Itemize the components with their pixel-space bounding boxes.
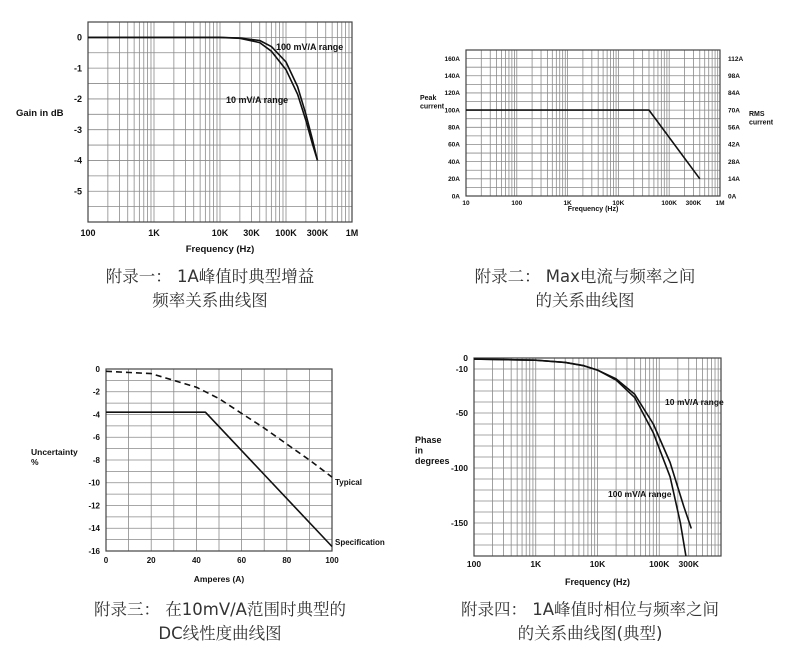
x-tick-label: 100 <box>511 200 523 207</box>
x-tick-label: 30K <box>243 228 260 238</box>
y-axis-label: Peak current <box>420 95 445 111</box>
x-tick-label: 1M <box>715 200 725 207</box>
y-axis-label: Phase in degrees <box>415 435 450 466</box>
plot-frame <box>466 50 720 196</box>
x-axis-label: Frequency (Hz) <box>185 244 255 255</box>
y-tick-label: 100A <box>444 107 460 115</box>
caption-line-2: DC线性度曲线图 <box>158 624 282 643</box>
x-axis-label: Frequency (Hz) <box>564 577 631 587</box>
x-tick-label: 1K <box>563 200 572 207</box>
x-tick-label: 0 <box>103 556 109 565</box>
y-tick-label: -4 <box>73 155 82 166</box>
y-tick-label: 80A <box>448 124 460 132</box>
caption-appendix-2 <box>430 265 740 313</box>
y-tick-label: -1 <box>73 63 82 74</box>
gain-chart <box>16 22 358 255</box>
y-tick-label: -2 <box>92 387 100 397</box>
y-tick-label: 160A <box>444 55 460 63</box>
x-tick-label: 100 <box>80 228 96 238</box>
y2-axis-label: RMS current <box>749 111 774 127</box>
x-tick-label: 40 <box>191 556 201 565</box>
x-tick-label: 1M <box>345 228 359 238</box>
caption-line-2: 的关系曲线图 <box>535 291 635 310</box>
series-label: Specification <box>335 538 385 547</box>
y-tick-label: -4 <box>92 410 100 420</box>
grid <box>466 50 720 196</box>
series-label: 100 mV/A range <box>276 42 344 52</box>
x-tick-label: 10K <box>211 228 229 238</box>
y2-tick-label: 56A <box>728 124 740 132</box>
y-tick-label: -16 <box>88 546 100 556</box>
x-tick-label: 300K <box>678 559 699 569</box>
y-tick-label: 0 <box>95 364 100 374</box>
y-axis-label: Gain in dB <box>16 108 64 119</box>
y-tick-label: -150 <box>450 517 468 528</box>
x-tick-label: 10K <box>589 559 606 569</box>
grid <box>474 358 721 556</box>
x-tick-label: 1K <box>530 559 542 569</box>
y-tick-label: 0 <box>463 352 468 363</box>
x-tick-label: 10K <box>612 200 625 207</box>
y2-tick-label: 28A <box>728 158 740 166</box>
caption-appendix-1 <box>60 265 360 313</box>
y-tick-label: -6 <box>92 433 100 443</box>
series-label: 100 mV/A range <box>608 489 672 499</box>
y-tick-label: -3 <box>73 124 82 135</box>
y-tick-label: -100 <box>450 462 468 473</box>
grid <box>106 369 332 551</box>
x-tick-label: 100 <box>325 556 339 565</box>
y2-tick-label: 98A <box>728 73 740 81</box>
y2-tick-label: 14A <box>728 176 740 184</box>
series-label: 10 mV/A range <box>665 397 724 407</box>
x-tick-label: 300K <box>685 200 702 207</box>
x-tick-label: 100K <box>275 228 297 238</box>
y-tick-label: -14 <box>88 524 100 534</box>
x-tick-label: 1K <box>148 228 160 238</box>
series-line-0 <box>474 359 691 528</box>
x-tick-label: 100K <box>649 559 670 569</box>
y-tick-label: 0A <box>451 193 460 201</box>
y-tick-label: 140A <box>444 73 460 81</box>
caption-line-1: 附录一： 1A峰值时典型增益 <box>105 267 315 286</box>
y-tick-label: 40A <box>448 158 460 166</box>
y2-tick-label: 42A <box>728 141 740 149</box>
y-tick-label: 20A <box>448 176 460 184</box>
y-tick-label: -10 <box>455 363 468 374</box>
y-tick-label: 120A <box>444 90 460 98</box>
x-tick-label: 60 <box>237 556 247 565</box>
x-axis-label: Frequency (Hz) <box>567 206 619 213</box>
x-tick-label: 100 <box>466 559 482 569</box>
x-axis-label: Amperes (A) <box>193 574 245 584</box>
grid <box>88 22 352 222</box>
y-tick-label: -12 <box>88 501 100 511</box>
series-line-1 <box>474 359 686 556</box>
y2-tick-label: 70A <box>728 107 740 115</box>
caption-appendix-3 <box>55 598 385 646</box>
caption-line-1: 附录三： 在10mV/A范围时典型的 <box>94 600 346 619</box>
series-label: 10 mV/A range <box>226 95 289 105</box>
series-label: Typical <box>335 478 362 487</box>
y-tick-label: -8 <box>92 455 100 465</box>
y2-tick-label: 112A <box>728 55 744 63</box>
x-tick-label: 300K <box>306 228 329 238</box>
y-tick-label: -50 <box>455 407 468 418</box>
y-tick-label: -10 <box>88 478 100 488</box>
dc-linearity-chart <box>31 365 385 584</box>
caption-line-2: 的关系曲线图(典型) <box>517 624 663 643</box>
x-tick-label: 10 <box>462 200 470 207</box>
y2-tick-label: 0A <box>728 193 737 201</box>
caption-line-1: 附录二： Max电流与频率之间 <box>474 267 696 286</box>
y-axis-label: Uncertainty % <box>31 447 78 467</box>
y-tick-label: 60A <box>448 141 460 149</box>
caption-appendix-4 <box>420 598 760 646</box>
x-tick-label: 100K <box>661 200 677 207</box>
y-tick-label: -2 <box>73 94 82 105</box>
caption-line-2: 频率关系曲线图 <box>152 291 268 310</box>
y-tick-label: -5 <box>73 186 82 197</box>
y2-tick-label: 84A <box>728 90 740 98</box>
x-tick-label: 20 <box>146 556 156 565</box>
phase-chart <box>415 353 724 587</box>
max-current-chart <box>420 50 774 213</box>
x-tick-label: 80 <box>282 556 292 565</box>
y-tick-label: 0 <box>76 32 82 43</box>
caption-line-1: 附录四： 1A峰值时相位与频率之间 <box>460 600 720 619</box>
